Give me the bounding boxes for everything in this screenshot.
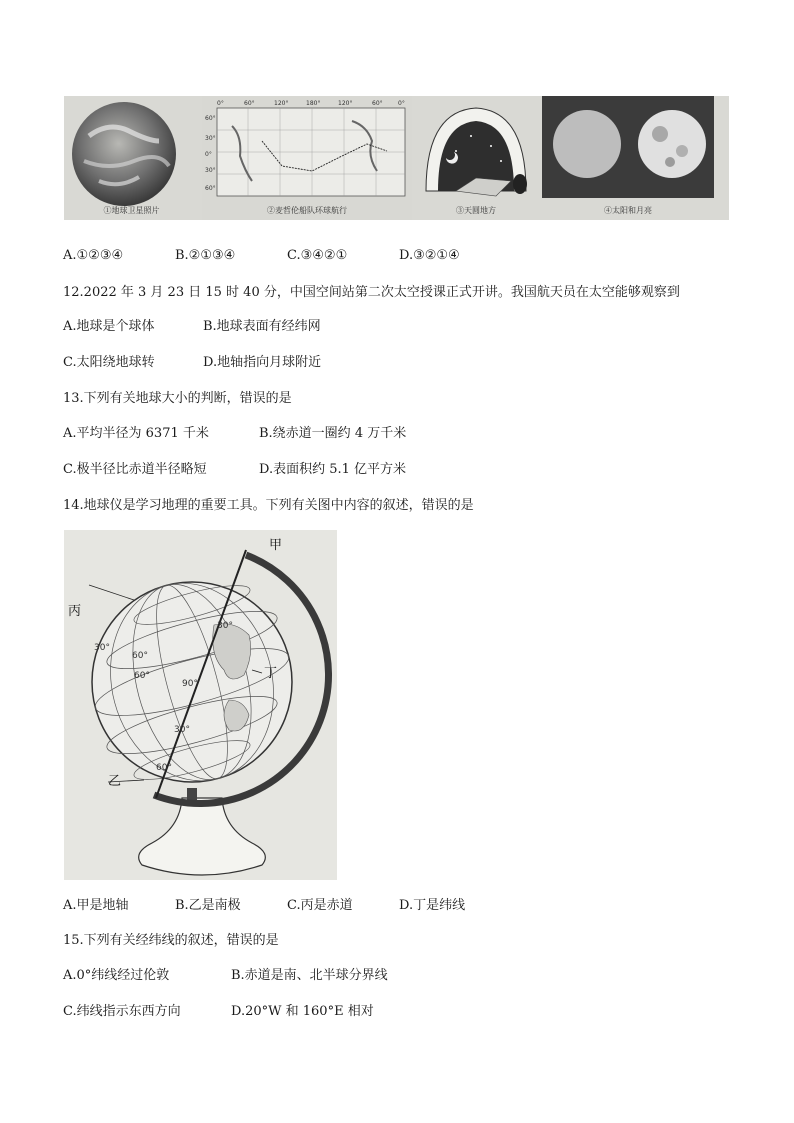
globe-tick: 60° [134,671,150,681]
map-tick: 0° [205,151,212,158]
globe-tick: 30° [174,725,190,735]
q12-option-c: C.太阳绕地球转 [63,355,155,370]
panel-magellan-map [202,96,412,220]
q12-option-a: A.地球是个球体 [63,319,155,334]
q15-option-d: D.20°W 和 160°E 相对 [231,1004,374,1019]
map-tick: 120° [274,100,289,107]
label-yi: 乙 [108,774,122,789]
label-jia: 甲 [269,538,283,553]
q12-stem: 12.2022 年 3 月 23 日 15 时 40 分，中国空间站第二次太空授课正式开讲。我国航天员在太空能够观察到 [63,285,680,300]
q14-option-c: C.丙是赤道 [287,898,353,913]
q11-option-d: D.③②①④ [399,248,460,263]
q13-option-c: C.极半径比赤道半径略短 [63,462,207,477]
q15-option-a: A.0°纬线经过伦敦 [63,968,170,983]
q14-stem: 14.地球仪是学习地理的重要工具。下列有关图中内容的叙述，错误的是 [63,498,474,513]
map-tick: 60° [372,100,383,107]
map-tick: 60° [205,115,216,122]
sky-dome-image [416,96,536,220]
figure-strip [64,96,729,220]
q15-option-b: B.赤道是南、北半球分界线 [231,968,388,983]
map-tick: 0° [398,100,405,107]
caption-earth-photo: ①地球卫星照片 [103,206,160,215]
globe-tick: 60° [156,763,172,773]
map-tick: 0° [217,100,224,107]
caption-sun-moon: ④太阳和月亮 [604,206,652,215]
q13-option-d: D.表面积约 5.1 亿平方米 [259,462,407,477]
sun-moon-image [542,96,714,220]
panel-earth-photo [64,96,199,220]
panel-sun-moon [542,96,714,220]
magellan-map-image [202,96,412,220]
q12-option-d: D.地轴指向月球附近 [203,355,322,370]
q12-option-b: B.地球表面有经纬网 [203,319,321,334]
globe-image [64,530,337,880]
map-tick: 60° [205,185,216,192]
q11-option-a: A.①②③④ [63,248,124,263]
globe-tick: 30° [217,621,233,631]
globe-tick: 30° [94,643,110,653]
q11-option-c: C.③④②① [287,248,348,263]
globe-tick: 90° [182,679,198,689]
caption-magellan-map: ②麦哲伦船队环球航行 [267,206,347,215]
label-bing: 丙 [68,604,82,619]
q14-option-d: D.丁是纬线 [399,898,466,913]
earth-photo-image [64,96,199,220]
caption-sky-dome: ③天圆地方 [456,206,496,215]
map-tick: 60° [244,100,255,107]
panel-sky-dome [416,96,536,220]
q14-option-a: A.甲是地轴 [63,898,129,913]
q15-option-c: C.纬线指示东西方向 [63,1004,181,1019]
q15-stem: 15.下列有关经纬线的叙述，错误的是 [63,933,279,948]
map-tick: 30° [205,167,216,174]
map-tick: 30° [205,135,216,142]
q11-option-b: B.②①③④ [175,248,236,263]
q14-option-b: B.乙是南极 [175,898,241,913]
q13-option-a: A.平均半径为 6371 千米 [63,426,209,441]
map-tick: 120° [338,100,353,107]
map-tick: 180° [306,100,321,107]
label-ding: 丁 [264,666,278,681]
q13-option-b: B.绕赤道一圈约 4 万千米 [259,426,407,441]
globe-tick: 60° [132,651,148,661]
q13-stem: 13.下列有关地球大小的判断，错误的是 [63,391,292,406]
globe-figure [64,530,337,880]
